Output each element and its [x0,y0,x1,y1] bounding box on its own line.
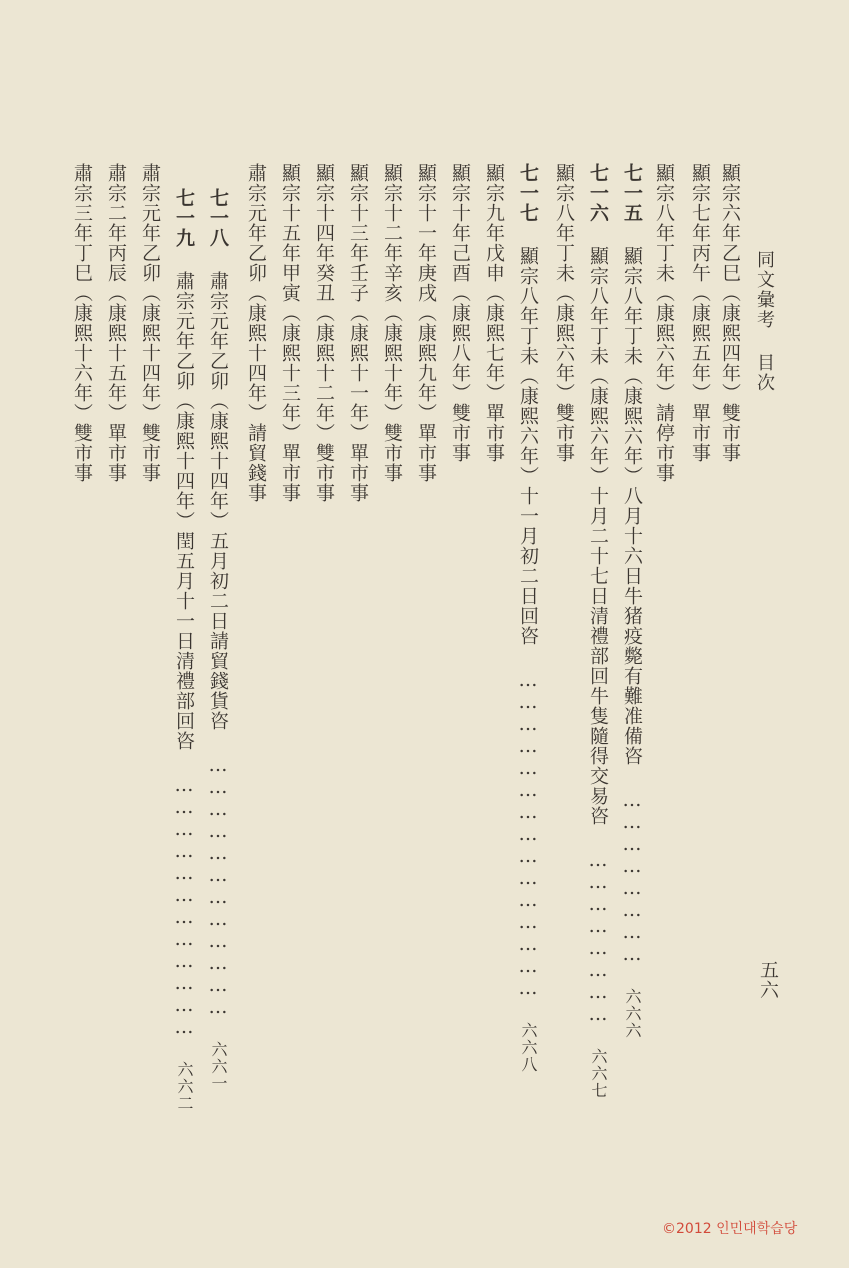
entry-text: 肅宗元年乙卯（康熙十四年）五月初二日請貿錢貨咨 [207,271,229,731]
entry-number: 七一九 [173,188,195,248]
page-ref: 六六六 [623,988,642,1039]
toc-entry: 顯宗六年乙巳（康熙四年）雙市事 [719,163,741,463]
toc-entry: 肅宗元年乙卯（康熙十四年）請貿錢事 [245,163,267,503]
entry-text: 顯宗八年丁未（康熙六年）八月十六日牛猪疫斃有難准備咨 [621,246,643,766]
page-ref: 六六八 [519,1022,538,1073]
leader-dots: ……………………………… [207,754,229,1018]
copyright-notice: ©2012 인민대학습당 [662,1221,798,1237]
leader-dots: …………………… [621,789,643,965]
toc-entry: 肅宗二年丙辰（康熙十五年）單市事 [105,163,127,483]
leader-dots: ……………………………… [173,774,195,1038]
toc-entry: 顯宗七年丙午（康熙五年）單市事 [689,163,711,463]
toc-entry: 顯宗八年丁未（康熙六年）請停市事 [653,163,675,483]
entry-number: 七一八 [207,188,229,248]
toc-entry: 顯宗十五年甲寅（康熙十三年）單市事 [279,163,301,503]
toc-entry: 顯宗十一年庚戌（康熙九年）單市事 [415,163,437,483]
toc-entry [586,163,610,1099]
page-ref: 六六一 [209,1041,228,1092]
toc-entry: 顯宗九年戊申（康熙七年）單市事 [483,163,505,463]
toc-entry [172,188,196,1112]
page-number: 五六 [757,960,779,1000]
leader-dots: ……………………………………… [517,669,539,999]
toc-entry: 顯宗十二年辛亥（康熙十年）雙市事 [381,163,403,483]
entry-number: 七一五 [621,163,643,223]
toc-entry: 顯宗十年己酉（康熙八年）雙市事 [449,163,471,463]
toc-entry [620,163,644,1039]
page-ref: 六六七 [589,1048,608,1099]
toc-entry: 顯宗八年丁未（康熙六年）雙市事 [553,163,575,463]
entry-text: 肅宗元年乙卯（康熙十四年）閏五月十一日清禮部回咨 [173,271,195,751]
toc-entry: 顯宗十三年壬子（康熙十一年）單市事 [347,163,369,503]
entry-number: 七一七 [517,163,539,223]
leader-dots: …………………… [587,849,609,1025]
header-title: 同文彙考 目次 [754,250,775,393]
toc-entry: 肅宗元年乙卯（康熙十四年）雙市事 [139,163,161,483]
toc-entry [516,163,540,1073]
entry-number: 七一六 [587,163,609,223]
page-ref: 六六二 [175,1061,194,1112]
entry-text: 顯宗八年丁未（康熙六年）十月二十七日清禮部回牛隻隨得交易咨 [587,246,609,826]
toc-entry: 肅宗三年丁巳（康熙十六年）雙市事 [71,163,93,483]
entry-text: 顯宗八年丁未（康熙六年）十一月初二日回咨 [517,246,539,646]
toc-entry: 顯宗十四年癸丑（康熙十二年）雙市事 [313,163,335,503]
toc-entry [206,188,230,1092]
